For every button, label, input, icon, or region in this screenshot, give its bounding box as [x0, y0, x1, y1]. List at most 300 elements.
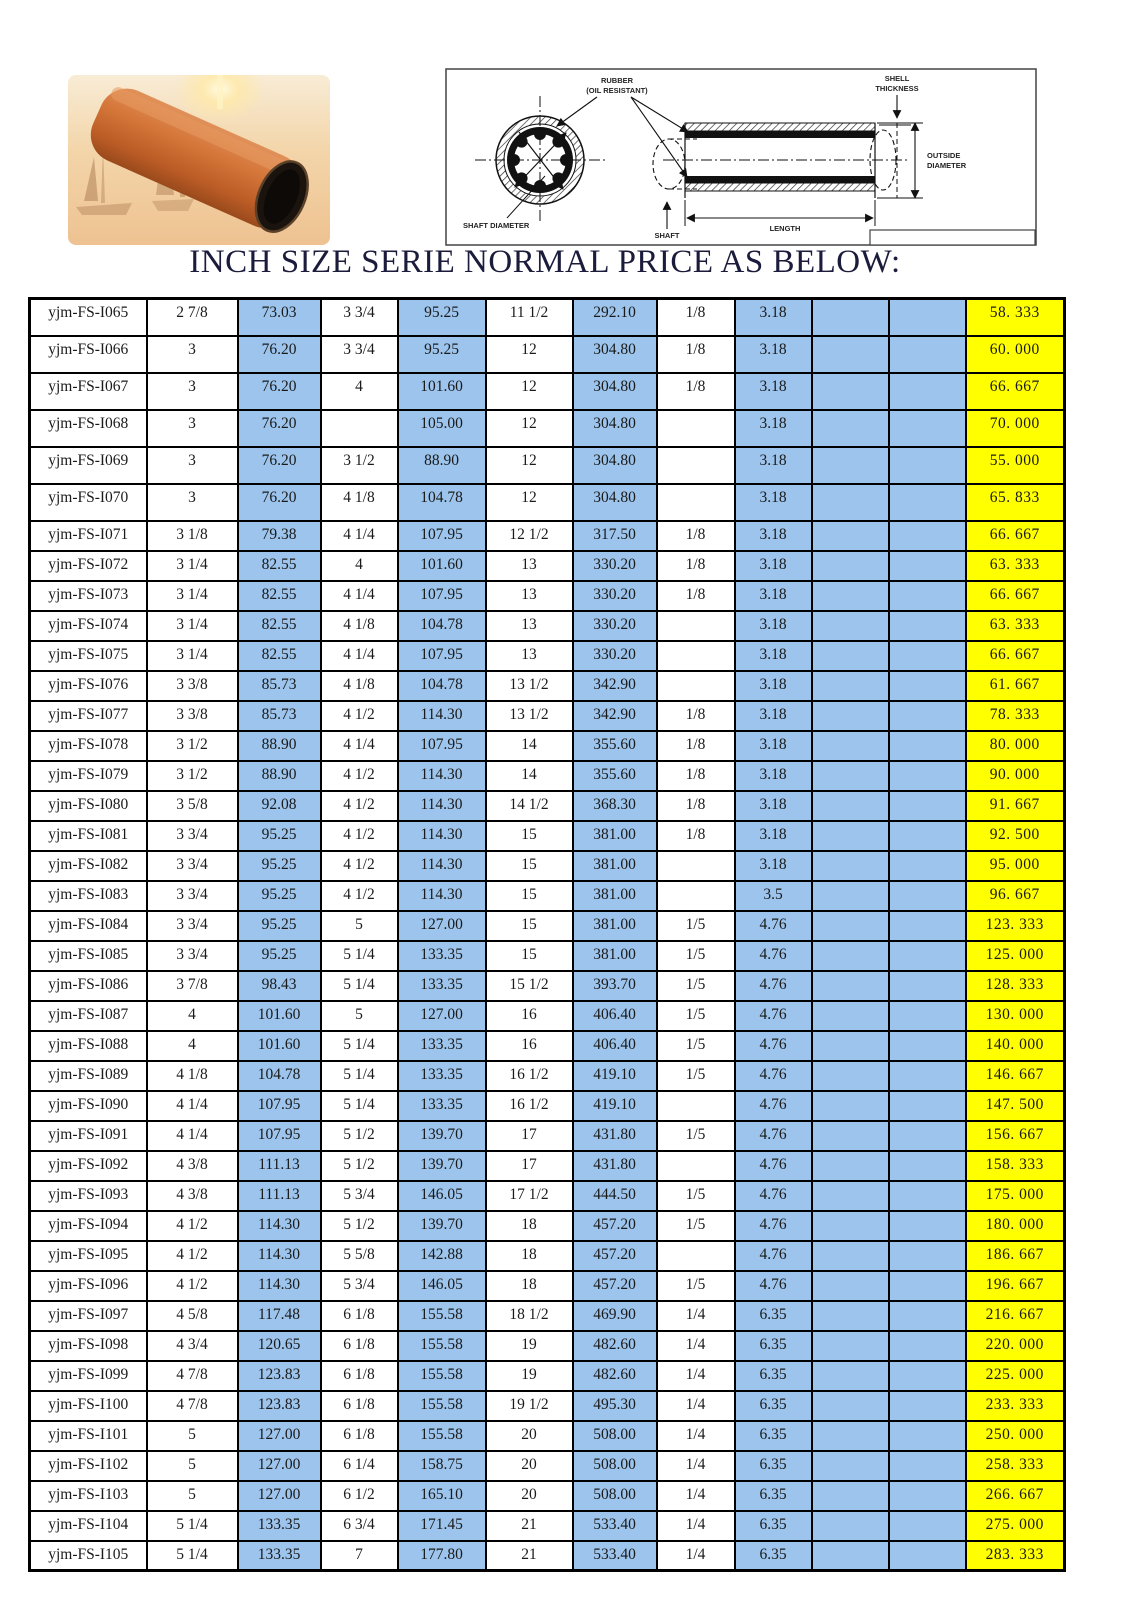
table-row — [30, 941, 1065, 971]
length-mm: 533.40 — [573, 1511, 657, 1541]
outside-diameter-mm: 155.58 — [398, 1391, 486, 1421]
sun-ray — [217, 75, 223, 109]
model: yjm-FS-I069 — [30, 447, 147, 484]
outside-diameter-mm: 114.30 — [398, 881, 486, 911]
empty-cell — [889, 1361, 966, 1391]
price: 66. 667 — [966, 641, 1065, 671]
outside-diameter-mm: 146.05 — [398, 1271, 486, 1301]
shell-thickness-inch — [657, 447, 735, 484]
empty-cell — [889, 1451, 966, 1481]
table-row — [30, 336, 1065, 373]
empty-cell — [812, 1511, 889, 1541]
empty-cell — [889, 731, 966, 761]
length-mm: 431.80 — [573, 1121, 657, 1151]
outside-diameter-mm: 133.35 — [398, 1091, 486, 1121]
shaft-diameter-mm: 101.60 — [238, 1031, 321, 1061]
shell-thickness-inch: 1/8 — [657, 701, 735, 731]
model: yjm-FS-I091 — [30, 1121, 147, 1151]
model: yjm-FS-I100 — [30, 1391, 147, 1421]
outside-diameter-mm: 155.58 — [398, 1301, 486, 1331]
shaft-diameter-inch: 4 1/2 — [147, 1271, 238, 1301]
length-inch: 18 — [486, 1241, 573, 1271]
table-row — [30, 881, 1065, 911]
price: 158. 333 — [966, 1151, 1065, 1181]
outside-diameter-inch: 5 1/2 — [321, 1211, 398, 1241]
length-mm: 330.20 — [573, 641, 657, 671]
table-row — [30, 761, 1065, 791]
price: 91. 667 — [966, 791, 1065, 821]
price: 60. 000 — [966, 336, 1065, 373]
empty-cell — [812, 484, 889, 521]
table-row — [30, 1181, 1065, 1211]
empty-cell — [889, 1421, 966, 1451]
length-inch: 19 — [486, 1361, 573, 1391]
empty-cell — [812, 336, 889, 373]
length-inch: 19 1/2 — [486, 1391, 573, 1421]
shell-thickness-inch: 1/5 — [657, 1271, 735, 1301]
length-mm: 381.00 — [573, 941, 657, 971]
length-inch: 13 — [486, 611, 573, 641]
empty-cell — [812, 581, 889, 611]
shaft-diameter-mm: 73.03 — [238, 299, 321, 336]
model: yjm-FS-I072 — [30, 551, 147, 581]
shaft-diameter-inch: 5 — [147, 1481, 238, 1511]
empty-cell — [889, 611, 966, 641]
model: yjm-FS-I070 — [30, 484, 147, 521]
shaft-diameter-mm: 76.20 — [238, 410, 321, 447]
shell-thickness-inch: 1/5 — [657, 911, 735, 941]
price: 66. 667 — [966, 581, 1065, 611]
shell-thickness-mm: 4.76 — [735, 941, 812, 971]
price: 70. 000 — [966, 410, 1065, 447]
model: yjm-FS-I103 — [30, 1481, 147, 1511]
svg-text:RUBBER: RUBBER — [600, 76, 634, 85]
empty-cell — [889, 1211, 966, 1241]
model: yjm-FS-I089 — [30, 1061, 147, 1091]
svg-text:DIAMETER: DIAMETER — [927, 161, 967, 170]
model: yjm-FS-I066 — [30, 336, 147, 373]
shaft-diameter-mm: 95.25 — [238, 821, 321, 851]
price-table — [28, 297, 1066, 1572]
price: 96. 667 — [966, 881, 1065, 911]
shell-thickness-inch: 1/8 — [657, 551, 735, 581]
shaft-diameter-inch: 3 3/4 — [147, 911, 238, 941]
model: yjm-FS-I086 — [30, 971, 147, 1001]
table-row — [30, 410, 1065, 447]
length-mm: 381.00 — [573, 911, 657, 941]
empty-cell — [889, 1031, 966, 1061]
shaft-diameter-mm: 107.95 — [238, 1121, 321, 1151]
outside-diameter-inch: 6 1/8 — [321, 1391, 398, 1421]
outside-diameter-mm: 133.35 — [398, 941, 486, 971]
length-inch: 14 — [486, 761, 573, 791]
shaft-diameter-inch: 3 1/4 — [147, 611, 238, 641]
model: yjm-FS-I071 — [30, 521, 147, 551]
model: yjm-FS-I083 — [30, 881, 147, 911]
outside-diameter-mm: 107.95 — [398, 731, 486, 761]
shell-thickness-inch — [657, 1241, 735, 1271]
shell-thickness-inch — [657, 410, 735, 447]
empty-cell — [812, 671, 889, 701]
price: 130. 000 — [966, 1001, 1065, 1031]
empty-cell — [812, 1391, 889, 1421]
empty-cell — [812, 1031, 889, 1061]
outside-diameter-inch: 4 1/8 — [321, 671, 398, 701]
shell-thickness-inch: 1/8 — [657, 336, 735, 373]
model: yjm-FS-I080 — [30, 791, 147, 821]
model: yjm-FS-I088 — [30, 1031, 147, 1061]
shaft-diameter-mm: 92.08 — [238, 791, 321, 821]
table-row — [30, 701, 1065, 731]
shaft-diameter-inch: 3 — [147, 410, 238, 447]
outside-diameter-inch: 5 1/4 — [321, 941, 398, 971]
empty-cell — [812, 1331, 889, 1361]
shaft-diameter-inch: 3 1/2 — [147, 761, 238, 791]
svg-text:SHAFT: SHAFT — [654, 231, 680, 240]
empty-cell — [889, 521, 966, 551]
shaft-diameter-inch: 3 3/8 — [147, 671, 238, 701]
length-inch: 13 — [486, 641, 573, 671]
outside-diameter-mm: 133.35 — [398, 1031, 486, 1061]
outside-diameter-mm: 165.10 — [398, 1481, 486, 1511]
shell-thickness-mm: 4.76 — [735, 1001, 812, 1031]
length-mm: 330.20 — [573, 611, 657, 641]
price: 220. 000 — [966, 1331, 1065, 1361]
length-mm: 533.40 — [573, 1541, 657, 1571]
table-row — [30, 1481, 1065, 1511]
shell-thickness-mm: 3.18 — [735, 641, 812, 671]
model: yjm-FS-I085 — [30, 941, 147, 971]
shaft-diameter-mm: 82.55 — [238, 581, 321, 611]
empty-cell — [812, 1061, 889, 1091]
shaft-diameter-mm: 76.20 — [238, 447, 321, 484]
model: yjm-FS-I098 — [30, 1331, 147, 1361]
empty-cell — [889, 761, 966, 791]
shell-thickness-mm: 3.18 — [735, 821, 812, 851]
empty-cell — [889, 336, 966, 373]
shaft-diameter-mm: 88.90 — [238, 761, 321, 791]
shell-thickness-mm: 3.18 — [735, 671, 812, 701]
model: yjm-FS-I068 — [30, 410, 147, 447]
price: 156. 667 — [966, 1121, 1065, 1151]
shaft-diameter-inch: 4 — [147, 1001, 238, 1031]
empty-cell — [889, 1151, 966, 1181]
shell-thickness-inch: 1/5 — [657, 971, 735, 1001]
outside-diameter-mm: 101.60 — [398, 373, 486, 410]
shell-thickness-inch: 1/4 — [657, 1361, 735, 1391]
length-inch: 21 — [486, 1541, 573, 1571]
outside-diameter-inch: 5 1/2 — [321, 1151, 398, 1181]
price: 283. 333 — [966, 1541, 1065, 1571]
shell-thickness-inch — [657, 484, 735, 521]
outside-diameter-inch: 4 1/2 — [321, 851, 398, 881]
length-mm: 508.00 — [573, 1481, 657, 1511]
shaft-diameter-inch: 4 1/2 — [147, 1241, 238, 1271]
shaft-diameter-mm: 76.20 — [238, 373, 321, 410]
empty-cell — [889, 1001, 966, 1031]
length-inch: 15 — [486, 821, 573, 851]
length-mm: 304.80 — [573, 410, 657, 447]
empty-cell — [889, 551, 966, 581]
shaft-diameter-mm: 117.48 — [238, 1301, 321, 1331]
shell-thickness-mm: 3.18 — [735, 701, 812, 731]
length-inch: 12 — [486, 336, 573, 373]
shaft-diameter-mm: 127.00 — [238, 1421, 321, 1451]
shaft-diameter-inch: 4 7/8 — [147, 1391, 238, 1421]
length-mm: 368.30 — [573, 791, 657, 821]
shaft-diameter-inch: 3 7/8 — [147, 971, 238, 1001]
outside-diameter-mm: 127.00 — [398, 1001, 486, 1031]
shell-thickness-mm: 6.35 — [735, 1421, 812, 1451]
length-mm: 381.00 — [573, 881, 657, 911]
price: 258. 333 — [966, 1451, 1065, 1481]
outside-diameter-inch: 5 1/4 — [321, 971, 398, 1001]
outside-diameter-mm: 171.45 — [398, 1511, 486, 1541]
table-row — [30, 1451, 1065, 1481]
empty-cell — [889, 1061, 966, 1091]
model: yjm-FS-I095 — [30, 1241, 147, 1271]
outside-diameter-inch: 4 1/8 — [321, 611, 398, 641]
shaft-diameter-inch: 3 — [147, 447, 238, 484]
shaft-diameter-inch: 4 1/8 — [147, 1061, 238, 1091]
empty-cell — [812, 1421, 889, 1451]
model: yjm-FS-I097 — [30, 1301, 147, 1331]
shaft-diameter-inch: 4 — [147, 1031, 238, 1061]
shaft-diameter-inch: 4 7/8 — [147, 1361, 238, 1391]
model: yjm-FS-I096 — [30, 1271, 147, 1301]
shell-thickness-inch: 1/5 — [657, 941, 735, 971]
shell-thickness-inch: 1/5 — [657, 1211, 735, 1241]
model: yjm-FS-I073 — [30, 581, 147, 611]
outside-diameter-mm: 114.30 — [398, 761, 486, 791]
length-inch: 13 1/2 — [486, 671, 573, 701]
shell-thickness-mm: 3.18 — [735, 791, 812, 821]
outside-diameter-inch: 5 3/4 — [321, 1271, 398, 1301]
model: yjm-FS-I081 — [30, 821, 147, 851]
table-row — [30, 1391, 1065, 1421]
empty-cell — [889, 1241, 966, 1271]
length-inch: 14 1/2 — [486, 791, 573, 821]
empty-cell — [812, 911, 889, 941]
table-row — [30, 641, 1065, 671]
empty-cell — [889, 641, 966, 671]
shell-thickness-inch: 1/5 — [657, 1031, 735, 1061]
shell-thickness-inch: 1/5 — [657, 1061, 735, 1091]
shell-thickness-mm: 3.18 — [735, 373, 812, 410]
table-row — [30, 1301, 1065, 1331]
shell-thickness-mm: 4.76 — [735, 911, 812, 941]
length-mm: 317.50 — [573, 521, 657, 551]
empty-cell — [812, 941, 889, 971]
empty-cell — [889, 299, 966, 336]
outside-diameter-inch: 6 1/8 — [321, 1421, 398, 1451]
shell-thickness-mm: 6.35 — [735, 1301, 812, 1331]
shaft-diameter-inch: 4 1/4 — [147, 1121, 238, 1151]
shell-thickness-mm: 3.18 — [735, 484, 812, 521]
length-inch: 17 1/2 — [486, 1181, 573, 1211]
outside-diameter-inch: 5 1/4 — [321, 1061, 398, 1091]
price: 95. 000 — [966, 851, 1065, 881]
length-inch: 17 — [486, 1151, 573, 1181]
shell-thickness-inch: 1/8 — [657, 761, 735, 791]
outside-diameter-inch: 4 1/4 — [321, 581, 398, 611]
empty-cell — [889, 1481, 966, 1511]
outside-diameter-inch: 4 1/2 — [321, 761, 398, 791]
shell-thickness-mm: 3.18 — [735, 761, 812, 791]
shell-thickness-inch: 1/4 — [657, 1301, 735, 1331]
model: yjm-FS-I087 — [30, 1001, 147, 1031]
side-view — [653, 123, 907, 198]
outside-diameter-mm: 133.35 — [398, 971, 486, 1001]
shell-thickness-inch: 1/8 — [657, 731, 735, 761]
shaft-diameter-inch: 5 1/4 — [147, 1511, 238, 1541]
outside-diameter-mm: 107.95 — [398, 521, 486, 551]
shell-thickness-inch — [657, 641, 735, 671]
shell-thickness-mm: 3.18 — [735, 410, 812, 447]
length-mm: 292.10 — [573, 299, 657, 336]
table-row — [30, 447, 1065, 484]
empty-cell — [889, 410, 966, 447]
price: 66. 667 — [966, 521, 1065, 551]
shell-thickness-inch — [657, 881, 735, 911]
model: yjm-FS-I065 — [30, 299, 147, 336]
empty-cell — [812, 791, 889, 821]
shell-thickness-mm: 4.76 — [735, 1181, 812, 1211]
outside-diameter-inch: 4 1/8 — [321, 484, 398, 521]
table-row — [30, 484, 1065, 521]
empty-cell — [812, 447, 889, 484]
model: yjm-FS-I082 — [30, 851, 147, 881]
model: yjm-FS-I067 — [30, 373, 147, 410]
length-mm: 457.20 — [573, 1211, 657, 1241]
length-inch: 14 — [486, 731, 573, 761]
shaft-diameter-mm: 76.20 — [238, 484, 321, 521]
table-row — [30, 731, 1065, 761]
outside-diameter-mm: 104.78 — [398, 484, 486, 521]
price: 216. 667 — [966, 1301, 1065, 1331]
shell-thickness-inch — [657, 1091, 735, 1121]
price: 63. 333 — [966, 611, 1065, 641]
table-row — [30, 1511, 1065, 1541]
shell-thickness-inch — [657, 1151, 735, 1181]
length-inch: 16 1/2 — [486, 1061, 573, 1091]
length-inch: 16 1/2 — [486, 1091, 573, 1121]
shell-thickness-inch: 1/8 — [657, 299, 735, 336]
outside-diameter-inch: 6 1/8 — [321, 1301, 398, 1331]
length-inch: 19 — [486, 1331, 573, 1361]
length-mm: 444.50 — [573, 1181, 657, 1211]
outside-diameter-mm: 114.30 — [398, 791, 486, 821]
empty-cell — [812, 1301, 889, 1331]
model: yjm-FS-I075 — [30, 641, 147, 671]
table-row — [30, 373, 1065, 410]
model: yjm-FS-I077 — [30, 701, 147, 731]
outside-diameter-mm: 114.30 — [398, 701, 486, 731]
outside-diameter-inch: 5 — [321, 911, 398, 941]
shaft-diameter-mm: 114.30 — [238, 1241, 321, 1271]
price: 80. 000 — [966, 731, 1065, 761]
length-inch: 16 — [486, 1031, 573, 1061]
outside-diameter-inch: 6 1/4 — [321, 1451, 398, 1481]
shell-thickness-mm: 4.76 — [735, 1091, 812, 1121]
empty-cell — [812, 731, 889, 761]
empty-cell — [889, 484, 966, 521]
shell-thickness-inch: 1/8 — [657, 581, 735, 611]
price: 266. 667 — [966, 1481, 1065, 1511]
outside-diameter-inch: 6 1/2 — [321, 1481, 398, 1511]
outside-diameter-inch — [321, 410, 398, 447]
model: yjm-FS-I076 — [30, 671, 147, 701]
price: 186. 667 — [966, 1241, 1065, 1271]
table-row — [30, 611, 1065, 641]
shaft-diameter-inch: 3 1/8 — [147, 521, 238, 551]
model: yjm-FS-I079 — [30, 761, 147, 791]
price: 123. 333 — [966, 911, 1065, 941]
price: 140. 000 — [966, 1031, 1065, 1061]
length-mm: 457.20 — [573, 1271, 657, 1301]
table-row — [30, 1541, 1065, 1571]
outside-diameter-inch: 4 1/2 — [321, 701, 398, 731]
shaft-diameter-inch: 3 — [147, 484, 238, 521]
empty-cell — [889, 881, 966, 911]
shaft-diameter-inch: 3 3/4 — [147, 881, 238, 911]
price: 61. 667 — [966, 671, 1065, 701]
price: 58. 333 — [966, 299, 1065, 336]
empty-cell — [812, 410, 889, 447]
shell-thickness-mm: 4.76 — [735, 1241, 812, 1271]
shaft-diameter-mm: 123.83 — [238, 1361, 321, 1391]
table-row — [30, 1361, 1065, 1391]
shaft-diameter-inch: 3 1/4 — [147, 551, 238, 581]
price: 78. 333 — [966, 701, 1065, 731]
empty-cell — [889, 701, 966, 731]
empty-cell — [812, 611, 889, 641]
length-inch: 11 1/2 — [486, 299, 573, 336]
model: yjm-FS-I101 — [30, 1421, 147, 1451]
shell-thickness-mm: 4.76 — [735, 1031, 812, 1061]
length-mm: 304.80 — [573, 447, 657, 484]
shaft-diameter-mm: 107.95 — [238, 1091, 321, 1121]
empty-cell — [889, 791, 966, 821]
shaft-diameter-mm: 111.13 — [238, 1181, 321, 1211]
empty-cell — [889, 447, 966, 484]
table-row — [30, 1421, 1065, 1451]
length-mm: 419.10 — [573, 1091, 657, 1121]
shaft-diameter-mm: 101.60 — [238, 1001, 321, 1031]
length-mm: 508.00 — [573, 1421, 657, 1451]
empty-cell — [812, 851, 889, 881]
table-row — [30, 521, 1065, 551]
shell-thickness-mm: 6.35 — [735, 1451, 812, 1481]
length-inch: 12 — [486, 373, 573, 410]
length-mm: 355.60 — [573, 761, 657, 791]
outside-diameter-mm: 105.00 — [398, 410, 486, 447]
shell-thickness-inch: 1/8 — [657, 521, 735, 551]
outside-diameter-mm: 107.95 — [398, 641, 486, 671]
outside-diameter-inch: 5 — [321, 1001, 398, 1031]
model: yjm-FS-I102 — [30, 1451, 147, 1481]
table-row — [30, 911, 1065, 941]
length-inch: 20 — [486, 1451, 573, 1481]
svg-text:OUTSIDE: OUTSIDE — [927, 151, 961, 160]
shaft-diameter-mm: 114.30 — [238, 1271, 321, 1301]
outside-diameter-mm: 139.70 — [398, 1121, 486, 1151]
empty-cell — [889, 1511, 966, 1541]
shell-thickness-mm: 6.35 — [735, 1541, 812, 1571]
shell-thickness-mm: 3.18 — [735, 581, 812, 611]
shaft-diameter-mm: 95.25 — [238, 941, 321, 971]
shell-thickness-mm: 3.18 — [735, 336, 812, 373]
